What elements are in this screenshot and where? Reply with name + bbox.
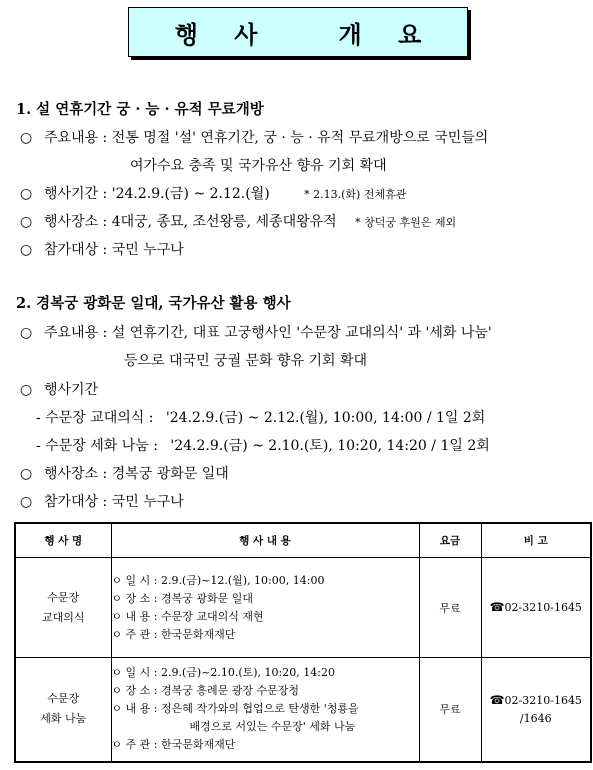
phone-number: 02-3210-1645 xyxy=(504,601,582,614)
circle-bullet-icon: ○ xyxy=(20,130,33,146)
header-remark: 비 고 xyxy=(481,523,591,558)
s2-place-label: 행사장소 : xyxy=(44,466,108,482)
detail-row: ㅇ 내 용 : 정은혜 작가와의 협업으로 탄생한 '청룡을 xyxy=(112,700,419,718)
detail-row: ㅇ 장 소 : 경복궁 흥례문 광장 수문장청 xyxy=(112,682,419,700)
phone-number: 02-3210-1645 xyxy=(504,693,582,707)
s1-content-line2: 여가수요 충족 및 국가유산 향유 기회 확대 xyxy=(130,158,387,174)
table-row xyxy=(15,558,591,658)
detail-row: ㅇ 일 시 : 2.9.(금)~2.10.(토), 10:20, 14:20 xyxy=(112,664,419,682)
circle-bullet-icon: ○ xyxy=(20,186,33,202)
event-name-line2: 세화 나눔 xyxy=(40,712,87,726)
s2-place-value: 경복궁 광화문 일대 xyxy=(111,466,229,482)
s1-place-label: 행사장소 : xyxy=(44,214,108,230)
s2-content-row xyxy=(20,322,492,342)
circle-bullet-icon: ○ xyxy=(20,214,33,230)
s2-sub1-row xyxy=(36,407,485,427)
s2-sub1-value: '24.2.9.(금) ~ 2.12.(월), 10:00, 14:00 / 1일 2회 xyxy=(165,410,486,426)
header-event-name: 행 사 명 xyxy=(15,523,111,558)
section2-heading: 2. 경복궁 광화문 일대, 국가유산 활용 행사 xyxy=(16,295,291,312)
telephone-icon: ☎ xyxy=(489,692,505,707)
s1-place-note: * 창덕궁 후원은 제외 xyxy=(355,216,457,229)
event-details-cell xyxy=(111,558,419,658)
section1-heading: 1. 설 연휴기간 궁 · 능 · 유적 무료개방 xyxy=(16,101,264,118)
detail-row-continued: 배경으로 서있는 수문장' 세화 나눔 xyxy=(189,720,356,734)
s2-sub1-label: - 수문장 교대의식 : xyxy=(36,410,154,426)
s1-content-line1: 전통 명절 '설' 연휴기간, 궁 · 능 · 유적 무료개방으로 국민들의 xyxy=(111,130,489,146)
s2-target-value: 국민 누구나 xyxy=(111,494,184,510)
event-name-cell xyxy=(15,558,111,658)
s2-content-line2: 등으로 대국민 궁궐 문화 향유 기회 확대 xyxy=(124,353,368,369)
bullet-icon: ㅇ xyxy=(111,666,123,680)
event-table xyxy=(14,522,592,763)
title-box xyxy=(128,7,468,57)
s2-content-label: 주요내용 : xyxy=(44,325,108,341)
bullet-icon: ㅇ xyxy=(111,702,123,716)
s2-target-label: 참가대상 : xyxy=(44,494,108,510)
page-title: 행 사 개 요 xyxy=(174,20,436,49)
fee-cell: 무료 xyxy=(419,658,481,762)
s2-period-row xyxy=(20,379,98,399)
s1-content-row xyxy=(20,127,488,147)
remark-cell xyxy=(481,558,591,658)
event-details-cell xyxy=(111,658,419,762)
s1-target-label: 참가대상 : xyxy=(44,242,108,258)
bullet-icon: ㅇ xyxy=(111,591,123,605)
bullet-icon: ㅇ xyxy=(111,738,123,752)
detail-row: ㅇ 주 관 : 한국문화재재단 xyxy=(112,626,419,644)
s1-period-label: 행사기간 : xyxy=(44,186,108,202)
header-event-content: 행 사 내 용 xyxy=(111,523,419,558)
bullet-icon: ㅇ xyxy=(111,684,123,698)
s1-period-note: * 2.13.(화) 전체휴관 xyxy=(304,188,407,201)
circle-bullet-icon: ○ xyxy=(20,466,33,482)
circle-bullet-icon: ○ xyxy=(20,242,33,258)
fee-cell: 무료 xyxy=(419,558,481,658)
s2-content-line1: 설 연휴기간, 대표 고궁행사인 '수문장 교대의식' 과 '세화 나눔' xyxy=(111,325,492,341)
circle-bullet-icon: ○ xyxy=(20,494,33,510)
s1-period-row xyxy=(20,183,406,203)
phone-extension: /1646 xyxy=(519,711,552,725)
detail-row: ㅇ 주 관 : 한국문화재재단 xyxy=(112,736,419,754)
event-name-line1: 수문장 xyxy=(47,692,80,706)
detail-row: ㅇ 내 용 : 수문장 교대의식 재현 xyxy=(112,608,419,626)
telephone-icon: ☎ xyxy=(489,600,505,614)
s1-place-row xyxy=(20,211,456,231)
remark-cell xyxy=(481,658,591,762)
detail-row: ㅇ 일 시 : 2.9.(금)~12.(월), 10:00, 14:00 xyxy=(112,572,419,590)
detail-row: ㅇ 장 소 : 경복궁 광화문 일대 xyxy=(112,590,419,608)
s2-sub2-label: - 수문장 세화 나눔 : xyxy=(36,438,158,454)
circle-bullet-icon: ○ xyxy=(20,325,33,341)
s1-period-value: '24.2.9.(금) ~ 2.12.(월) xyxy=(111,186,270,202)
s2-place-row xyxy=(20,463,229,483)
bullet-icon: ㅇ xyxy=(111,573,123,587)
s2-period-label: 행사기간 xyxy=(44,382,99,398)
s1-target-row xyxy=(20,239,184,259)
event-name-line1: 수문장 xyxy=(47,590,80,604)
event-name-line2: 교대의식 xyxy=(41,610,85,624)
s1-place-value: 4대궁, 종묘, 조선왕릉, 세종대왕유적 xyxy=(111,214,337,230)
s1-content-label: 주요내용 : xyxy=(44,130,108,146)
table-row xyxy=(15,658,591,762)
s2-sub2-value: '24.2.9.(금) ~ 2.10.(토), 10:20, 14:20 / 1일 2회 xyxy=(170,438,490,454)
table-header-row xyxy=(15,523,591,558)
bullet-icon: ㅇ xyxy=(111,627,123,641)
s2-target-row xyxy=(20,491,184,511)
s1-target-value: 국민 누구나 xyxy=(111,242,184,258)
circle-bullet-icon: ○ xyxy=(20,382,33,398)
bullet-icon: ㅇ xyxy=(111,609,123,623)
s2-sub2-row xyxy=(36,435,490,455)
event-name-cell xyxy=(15,658,111,762)
header-fee: 요금 xyxy=(419,523,481,558)
